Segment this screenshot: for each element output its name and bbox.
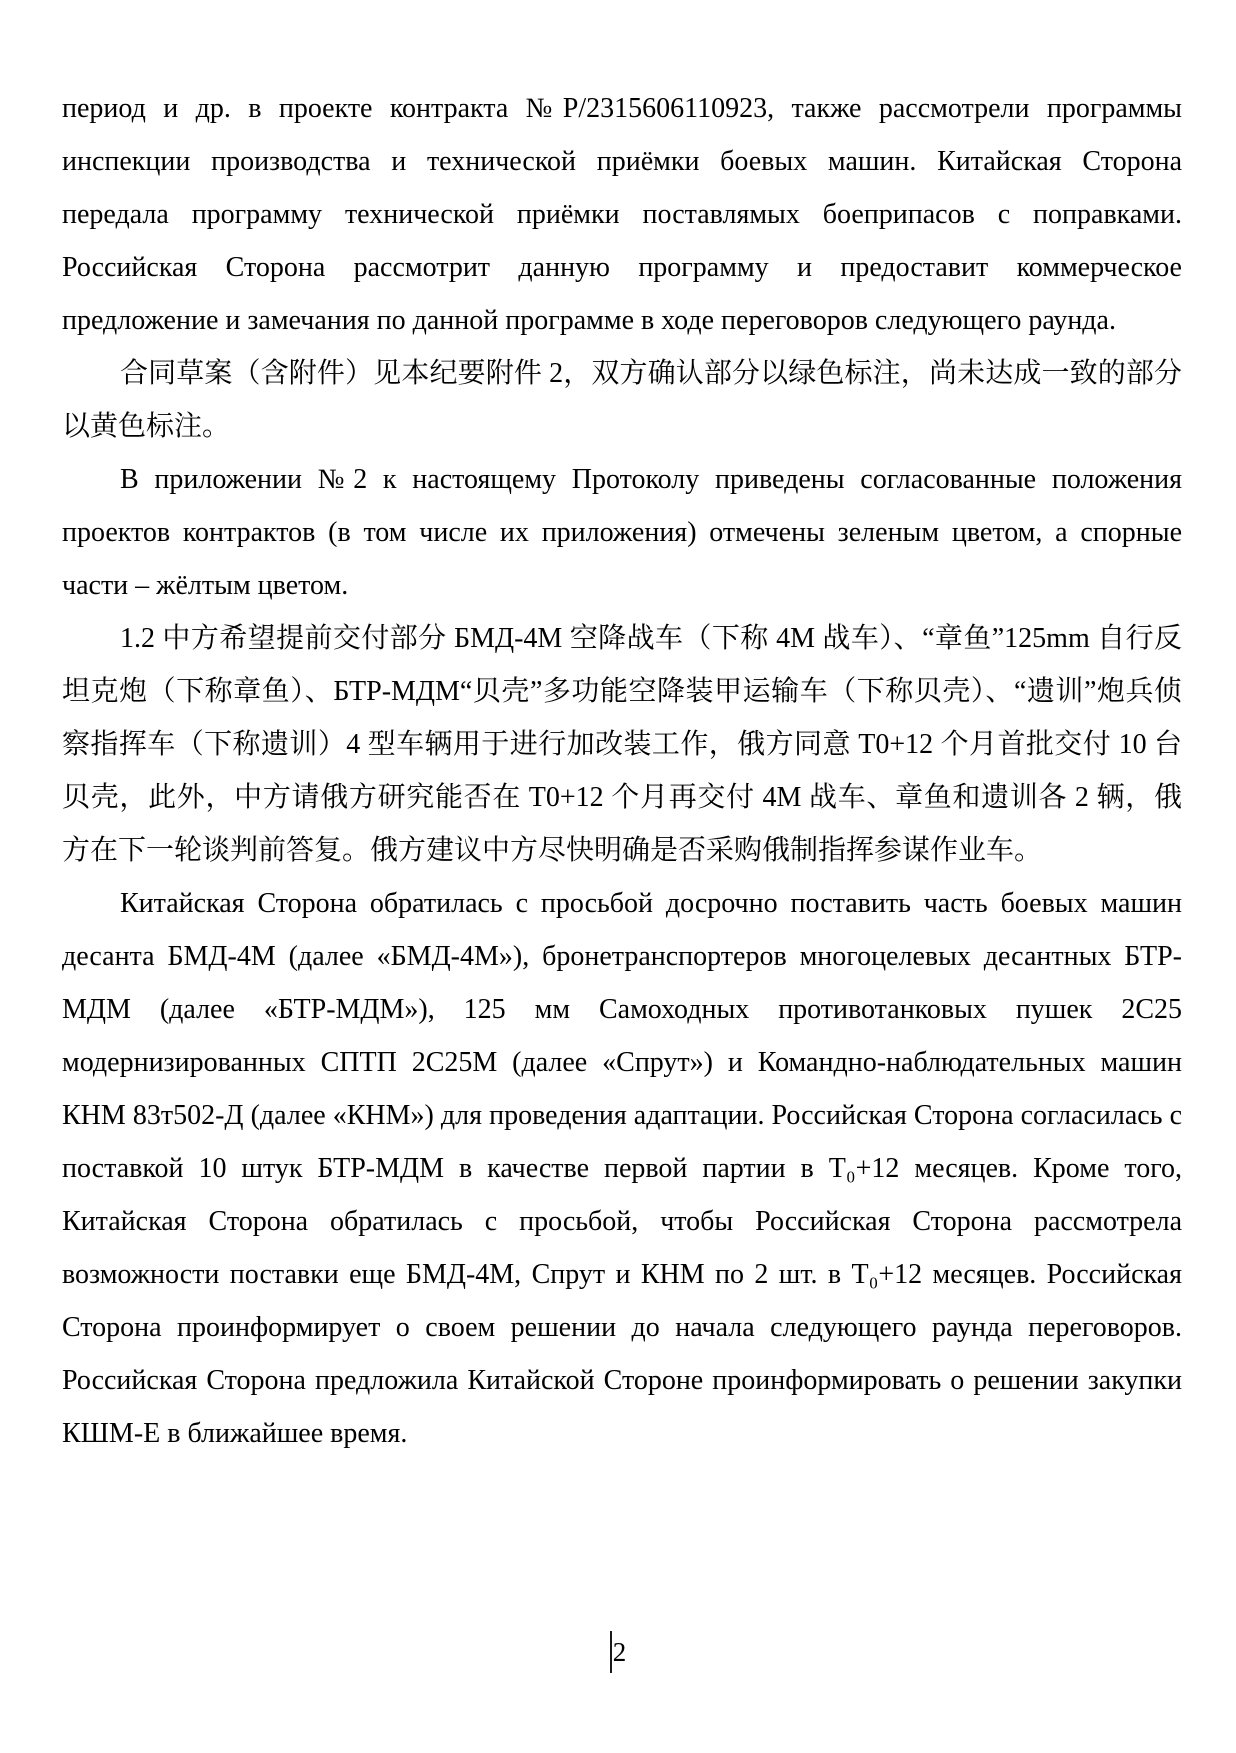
document-text-block bbox=[62, 82, 1182, 1460]
paragraph-annex-2: В приложении №2 к настоящему Протоколу приведены согласованные положения проектов контрактов (в том числе их приложения) отмечены зеленым цветом, а спорные части – жёлтым цветом. bbox=[62, 464, 1182, 601]
page-footer bbox=[0, 1628, 1236, 1673]
text-cursor-caret bbox=[610, 1631, 612, 1673]
paragraph-ru-early-delivery: Китайская Сторона обратилась с просьбой досрочно поставить часть боевых машин десанта БМД-4М (далее «БМД-4М»), бронетранспортеров многоцелевых десантных БТР-МДМ (далее «БТР-МДМ»), 125 мм Самоходных противотанковых пушек 2С25 модернизированных СПТП 2С25М (далее «Спрут») и Командно-наблюдательных машин КНМ 83т502-Д (далее «КНМ») для проведения адаптации. Российская Сторона согласилась с поставкой 10 штук БТР-МДМ в качестве первой партии в Т₀+12 месяцев. Кроме того, Китайская Сторона обратилась с просьбой, чтобы Российская Сторона рассмотрела возможности поставки еще БМД-4М, Спрут и КНМ по 2 шт. в Т₀+12 месяцев. Российская Сторона проинформирует о своем решении до начала следующего раунда переговоров. Российская Сторона предложила Китайской Стороне проинформировать о решении закупки КШМ-Е в ближайшее время. bbox=[62, 888, 1182, 1449]
paragraph-contract-programs: период и др. в проекте контракта №Р/2315606110923, также рассмотрели программы инспекции производства и технической приёмки боевых машин. Китайская Сторона передала программу технической приёмки поставлямых боеприпасов с поправками. Российская Сторона рассмотрит данную программу и предоставит коммерческое предложение и замечания по данной программе в ходе переговоров следующего раунда. bbox=[62, 93, 1182, 336]
page-number: 2 bbox=[612, 1636, 627, 1667]
paragraph-zh-contract-draft: 合同草案（含附件）见本纪要附件 2，双方确认部分以绿色标注，尚未达成一致的部分以黄色标注。 bbox=[62, 358, 1182, 442]
paragraph-zh-early-delivery: 1.2 中方希望提前交付部分 БМД-4М 空降战车（下称 4М 战车）、“章鱼”125mm 自行反坦克炮（下称章鱼）、БТР-МДМ“贝壳”多功能空降装甲运输车（下称贝壳）、“遗训”炮兵侦察指挥车（下称遗训）4 型车辆用于进行加改装工作，俄方同意 Т0+12 个月首批交付 10 台贝壳，此外，中方请俄方研究能否在 Т0+12 个月再交付 4М 战车、章鱼和遗训各 2 辆，俄方在下一轮谈判前答复。俄方建议中方尽快明确是否采购俄制指挥参谋作业车。 bbox=[62, 623, 1182, 866]
